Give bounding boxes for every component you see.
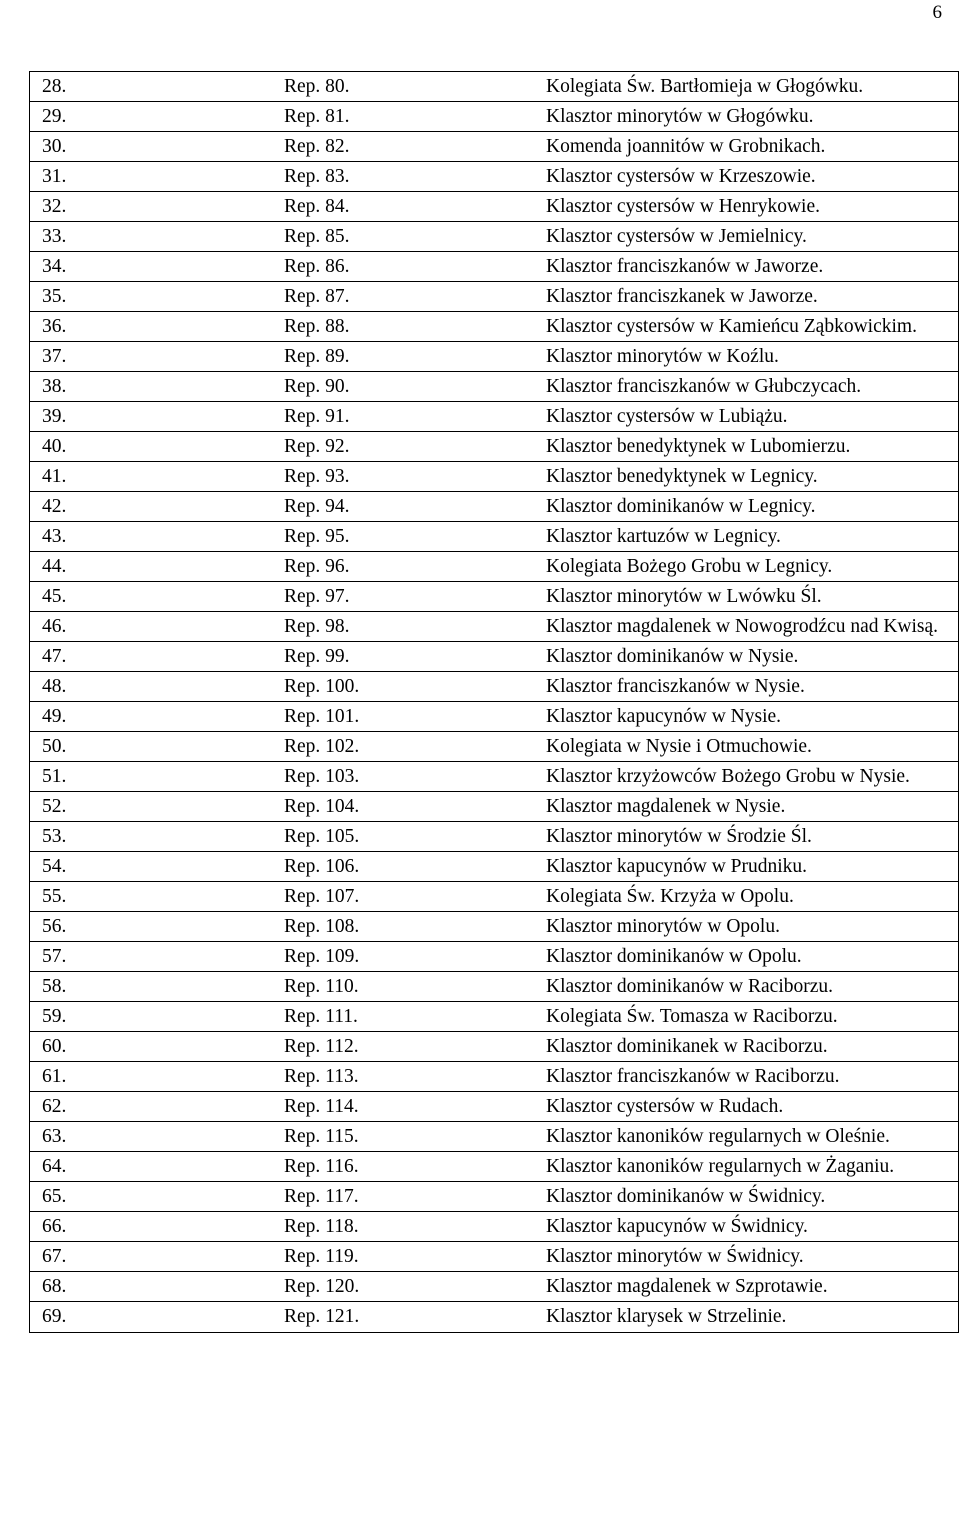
institution-name: Klasztor franciszkanów w Nysie. [538, 672, 958, 702]
entry-number: 35. [30, 282, 277, 312]
institution-name: Klasztor benedyktynek w Lubomierzu. [538, 432, 958, 462]
repository-signature: Rep. 83. [277, 162, 538, 192]
table-row [30, 582, 958, 612]
repository-signature: Rep. 111. [277, 1002, 538, 1032]
entry-number: 68. [30, 1272, 277, 1302]
institution-name: Klasztor kapucynów w Prudniku. [538, 852, 958, 882]
repository-signature: Rep. 108. [277, 912, 538, 942]
table-row [30, 162, 958, 192]
entry-number: 40. [30, 432, 277, 462]
institution-name: Klasztor magdalenek w Szprotawie. [538, 1272, 958, 1302]
repository-signature: Rep. 98. [277, 612, 538, 642]
institution-name: Klasztor dominikanów w Raciborzu. [538, 972, 958, 1002]
entry-number: 65. [30, 1182, 277, 1212]
repository-signature: Rep. 110. [277, 972, 538, 1002]
entry-number: 50. [30, 732, 277, 762]
institution-name: Kolegiata Św. Krzyża w Opolu. [538, 882, 958, 912]
table-row [30, 882, 958, 912]
institution-name: Klasztor minorytów w Koźlu. [538, 342, 958, 372]
repository-signature: Rep. 99. [277, 642, 538, 672]
entry-number: 66. [30, 1212, 277, 1242]
repository-signature: Rep. 81. [277, 102, 538, 132]
entry-number: 42. [30, 492, 277, 522]
institution-name: Klasztor dominikanów w Legnicy. [538, 492, 958, 522]
institution-name: Klasztor minorytów w Lwówku Śl. [538, 582, 958, 612]
entry-number: 38. [30, 372, 277, 402]
table-row [30, 732, 958, 762]
repository-signature: Rep. 84. [277, 192, 538, 222]
institution-name: Klasztor franciszkanów w Jaworze. [538, 252, 958, 282]
entry-number: 30. [30, 132, 277, 162]
entry-number: 60. [30, 1032, 277, 1062]
table-row [30, 102, 958, 132]
institution-name: Klasztor magdalenek w Nysie. [538, 792, 958, 822]
entry-number: 54. [30, 852, 277, 882]
table-row [30, 792, 958, 822]
institution-name: Kolegiata Św. Bartłomieja w Głogówku. [538, 72, 958, 102]
table-row [30, 852, 958, 882]
entry-number: 36. [30, 312, 277, 342]
institution-name: Klasztor franciszkanów w Raciborzu. [538, 1062, 958, 1092]
entry-number: 41. [30, 462, 277, 492]
repository-signature: Rep. 113. [277, 1062, 538, 1092]
table-row [30, 822, 958, 852]
institution-name: Klasztor dominikanek w Raciborzu. [538, 1032, 958, 1062]
entry-number: 63. [30, 1122, 277, 1152]
entry-number: 43. [30, 522, 277, 552]
institution-name: Komenda joannitów w Grobnikach. [538, 132, 958, 162]
repository-signature: Rep. 97. [277, 582, 538, 612]
repository-signature: Rep. 80. [277, 72, 538, 102]
repository-signature: Rep. 114. [277, 1092, 538, 1122]
repository-signature: Rep. 103. [277, 762, 538, 792]
repository-signature: Rep. 109. [277, 942, 538, 972]
repository-signature: Rep. 101. [277, 702, 538, 732]
archive-index-table [29, 71, 959, 1333]
table-row [30, 522, 958, 552]
repository-signature: Rep. 115. [277, 1122, 538, 1152]
entry-number: 45. [30, 582, 277, 612]
entry-number: 69. [30, 1302, 277, 1333]
repository-signature: Rep. 106. [277, 852, 538, 882]
repository-signature: Rep. 93. [277, 462, 538, 492]
entry-number: 46. [30, 612, 277, 642]
institution-name: Klasztor benedyktynek w Legnicy. [538, 462, 958, 492]
table-row [30, 1002, 958, 1032]
repository-signature: Rep. 119. [277, 1242, 538, 1272]
repository-signature: Rep. 88. [277, 312, 538, 342]
table-row [30, 972, 958, 1002]
institution-name: Klasztor kapucynów w Nysie. [538, 702, 958, 732]
institution-name: Klasztor minorytów w Środzie Śl. [538, 822, 958, 852]
repository-signature: Rep. 92. [277, 432, 538, 462]
page-number: 6 [932, 2, 942, 23]
table-row [30, 252, 958, 282]
entry-number: 44. [30, 552, 277, 582]
repository-signature: Rep. 89. [277, 342, 538, 372]
table-row [30, 912, 958, 942]
repository-signature: Rep. 117. [277, 1182, 538, 1212]
table-row [30, 282, 958, 312]
table-row [30, 432, 958, 462]
entry-number: 32. [30, 192, 277, 222]
institution-name: Klasztor franciszkanów w Głubczycach. [538, 372, 958, 402]
table-row [30, 1272, 958, 1302]
repository-signature: Rep. 112. [277, 1032, 538, 1062]
institution-name: Klasztor cystersów w Henrykowie. [538, 192, 958, 222]
repository-signature: Rep. 121. [277, 1302, 538, 1333]
institution-name: Klasztor minorytów w Głogówku. [538, 102, 958, 132]
table-row [30, 1242, 958, 1272]
institution-name: Klasztor kartuzów w Legnicy. [538, 522, 958, 552]
institution-name: Klasztor dominikanów w Opolu. [538, 942, 958, 972]
repository-signature: Rep. 102. [277, 732, 538, 762]
institution-name: Klasztor cystersów w Krzeszowie. [538, 162, 958, 192]
entry-number: 37. [30, 342, 277, 372]
entry-number: 57. [30, 942, 277, 972]
table-row [30, 942, 958, 972]
entry-number: 61. [30, 1062, 277, 1092]
entry-number: 28. [30, 72, 277, 102]
institution-name: Klasztor minorytów w Opolu. [538, 912, 958, 942]
table-row [30, 372, 958, 402]
entry-number: 39. [30, 402, 277, 432]
repository-signature: Rep. 90. [277, 372, 538, 402]
institution-name: Klasztor kanoników regularnych w Żaganiu. [538, 1152, 958, 1182]
entry-number: 51. [30, 762, 277, 792]
institution-name: Klasztor kanoników regularnych w Oleśnie. [538, 1122, 958, 1152]
entry-number: 55. [30, 882, 277, 912]
institution-name: Klasztor krzyżowców Bożego Grobu w Nysie. [538, 762, 958, 792]
entry-number: 67. [30, 1242, 277, 1272]
table-row [30, 402, 958, 432]
repository-signature: Rep. 87. [277, 282, 538, 312]
table-row [30, 1152, 958, 1182]
table-row [30, 312, 958, 342]
repository-signature: Rep. 104. [277, 792, 538, 822]
repository-signature: Rep. 107. [277, 882, 538, 912]
repository-signature: Rep. 100. [277, 672, 538, 702]
table-row [30, 492, 958, 522]
entry-number: 52. [30, 792, 277, 822]
institution-name: Kolegiata Bożego Grobu w Legnicy. [538, 552, 958, 582]
table-row [30, 762, 958, 792]
repository-signature: Rep. 94. [277, 492, 538, 522]
institution-name: Klasztor magdalenek w Nowogrodźcu nad Kwisą. [538, 612, 958, 642]
institution-name: Klasztor kapucynów w Świdnicy. [538, 1212, 958, 1242]
institution-name: Klasztor klarysek w Strzelinie. [538, 1302, 958, 1333]
institution-name: Kolegiata w Nysie i Otmuchowie. [538, 732, 958, 762]
table-row [30, 612, 958, 642]
table-row [30, 1092, 958, 1122]
entry-number: 47. [30, 642, 277, 672]
table-row [30, 1182, 958, 1212]
entry-number: 53. [30, 822, 277, 852]
entry-number: 64. [30, 1152, 277, 1182]
entry-number: 31. [30, 162, 277, 192]
entry-number: 33. [30, 222, 277, 252]
entry-number: 56. [30, 912, 277, 942]
entry-number: 58. [30, 972, 277, 1002]
institution-name: Klasztor cystersów w Rudach. [538, 1092, 958, 1122]
table-row [30, 1302, 958, 1333]
table-row [30, 132, 958, 162]
entry-number: 29. [30, 102, 277, 132]
repository-signature: Rep. 118. [277, 1212, 538, 1242]
table-row [30, 642, 958, 672]
entry-number: 49. [30, 702, 277, 732]
table-row [30, 1122, 958, 1152]
repository-signature: Rep. 85. [277, 222, 538, 252]
table-row [30, 192, 958, 222]
repository-signature: Rep. 91. [277, 402, 538, 432]
table-row [30, 702, 958, 732]
institution-name: Klasztor minorytów w Świdnicy. [538, 1242, 958, 1272]
table-body [30, 72, 958, 1333]
institution-name: Klasztor dominikanów w Nysie. [538, 642, 958, 672]
repository-signature: Rep. 95. [277, 522, 538, 552]
table-row [30, 72, 958, 102]
institution-name: Klasztor cystersów w Lubiążu. [538, 402, 958, 432]
repository-signature: Rep. 96. [277, 552, 538, 582]
table-row [30, 342, 958, 372]
entry-number: 62. [30, 1092, 277, 1122]
repository-signature: Rep. 116. [277, 1152, 538, 1182]
institution-name: Klasztor dominikanów w Świdnicy. [538, 1182, 958, 1212]
table-row [30, 1212, 958, 1242]
institution-name: Klasztor cystersów w Jemielnicy. [538, 222, 958, 252]
table-row [30, 672, 958, 702]
entry-number: 59. [30, 1002, 277, 1032]
table-row [30, 552, 958, 582]
institution-name: Kolegiata Św. Tomasza w Raciborzu. [538, 1002, 958, 1032]
table-row [30, 1032, 958, 1062]
repository-signature: Rep. 82. [277, 132, 538, 162]
entry-number: 34. [30, 252, 277, 282]
entry-number: 48. [30, 672, 277, 702]
repository-signature: Rep. 120. [277, 1272, 538, 1302]
institution-name: Klasztor cystersów w Kamieńcu Ząbkowickim. [538, 312, 958, 342]
repository-signature: Rep. 105. [277, 822, 538, 852]
table-row [30, 222, 958, 252]
table-row [30, 1062, 958, 1092]
institution-name: Klasztor franciszkanek w Jaworze. [538, 282, 958, 312]
repository-signature: Rep. 86. [277, 252, 538, 282]
table-row [30, 462, 958, 492]
